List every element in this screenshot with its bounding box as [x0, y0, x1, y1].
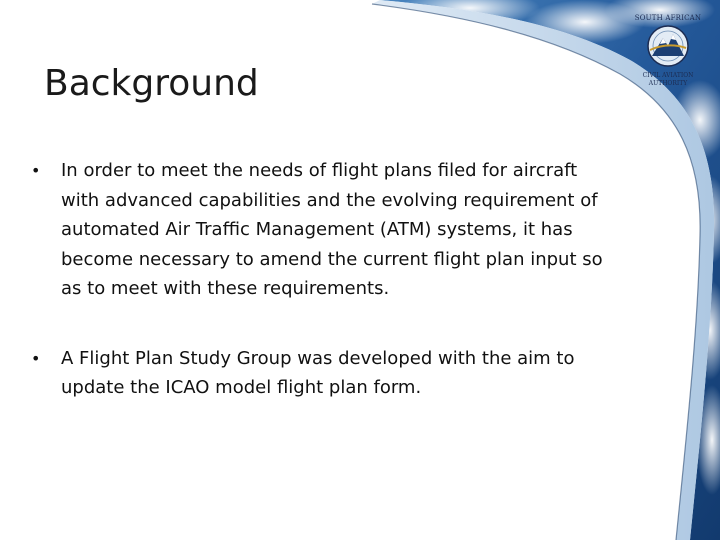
bullet-text: A Flight Plan Study Group was developed with the aim to update the ICAO model flight plan form.: [61, 347, 575, 398]
bullet-marker: •: [31, 348, 41, 368]
bullet-item: [31, 344, 606, 403]
bullet-list: [31, 156, 606, 403]
bullet-marker: •: [31, 161, 41, 180]
mountain-emblem-icon: [640, 22, 696, 70]
bullet-text: In order to meet the needs of flight plans filed for aircraft with advanced capabilities and the evolving requirement of automated Air Traffic Management (ATM) systems, it has become necessary to amend the current flight plan input so as to meet with these requirements.: [61, 160, 603, 299]
logo-text-line3: AUTHORITY: [648, 80, 688, 87]
bullet-item: [31, 156, 606, 304]
logo-text-top: SOUTH AFRICAN: [634, 14, 702, 22]
organization-logo: [628, 12, 708, 92]
logo-text-bottom: [628, 72, 708, 88]
slide-title: Background: [44, 63, 259, 104]
logo-text-line2: CIVIL AVIATION: [642, 72, 694, 79]
